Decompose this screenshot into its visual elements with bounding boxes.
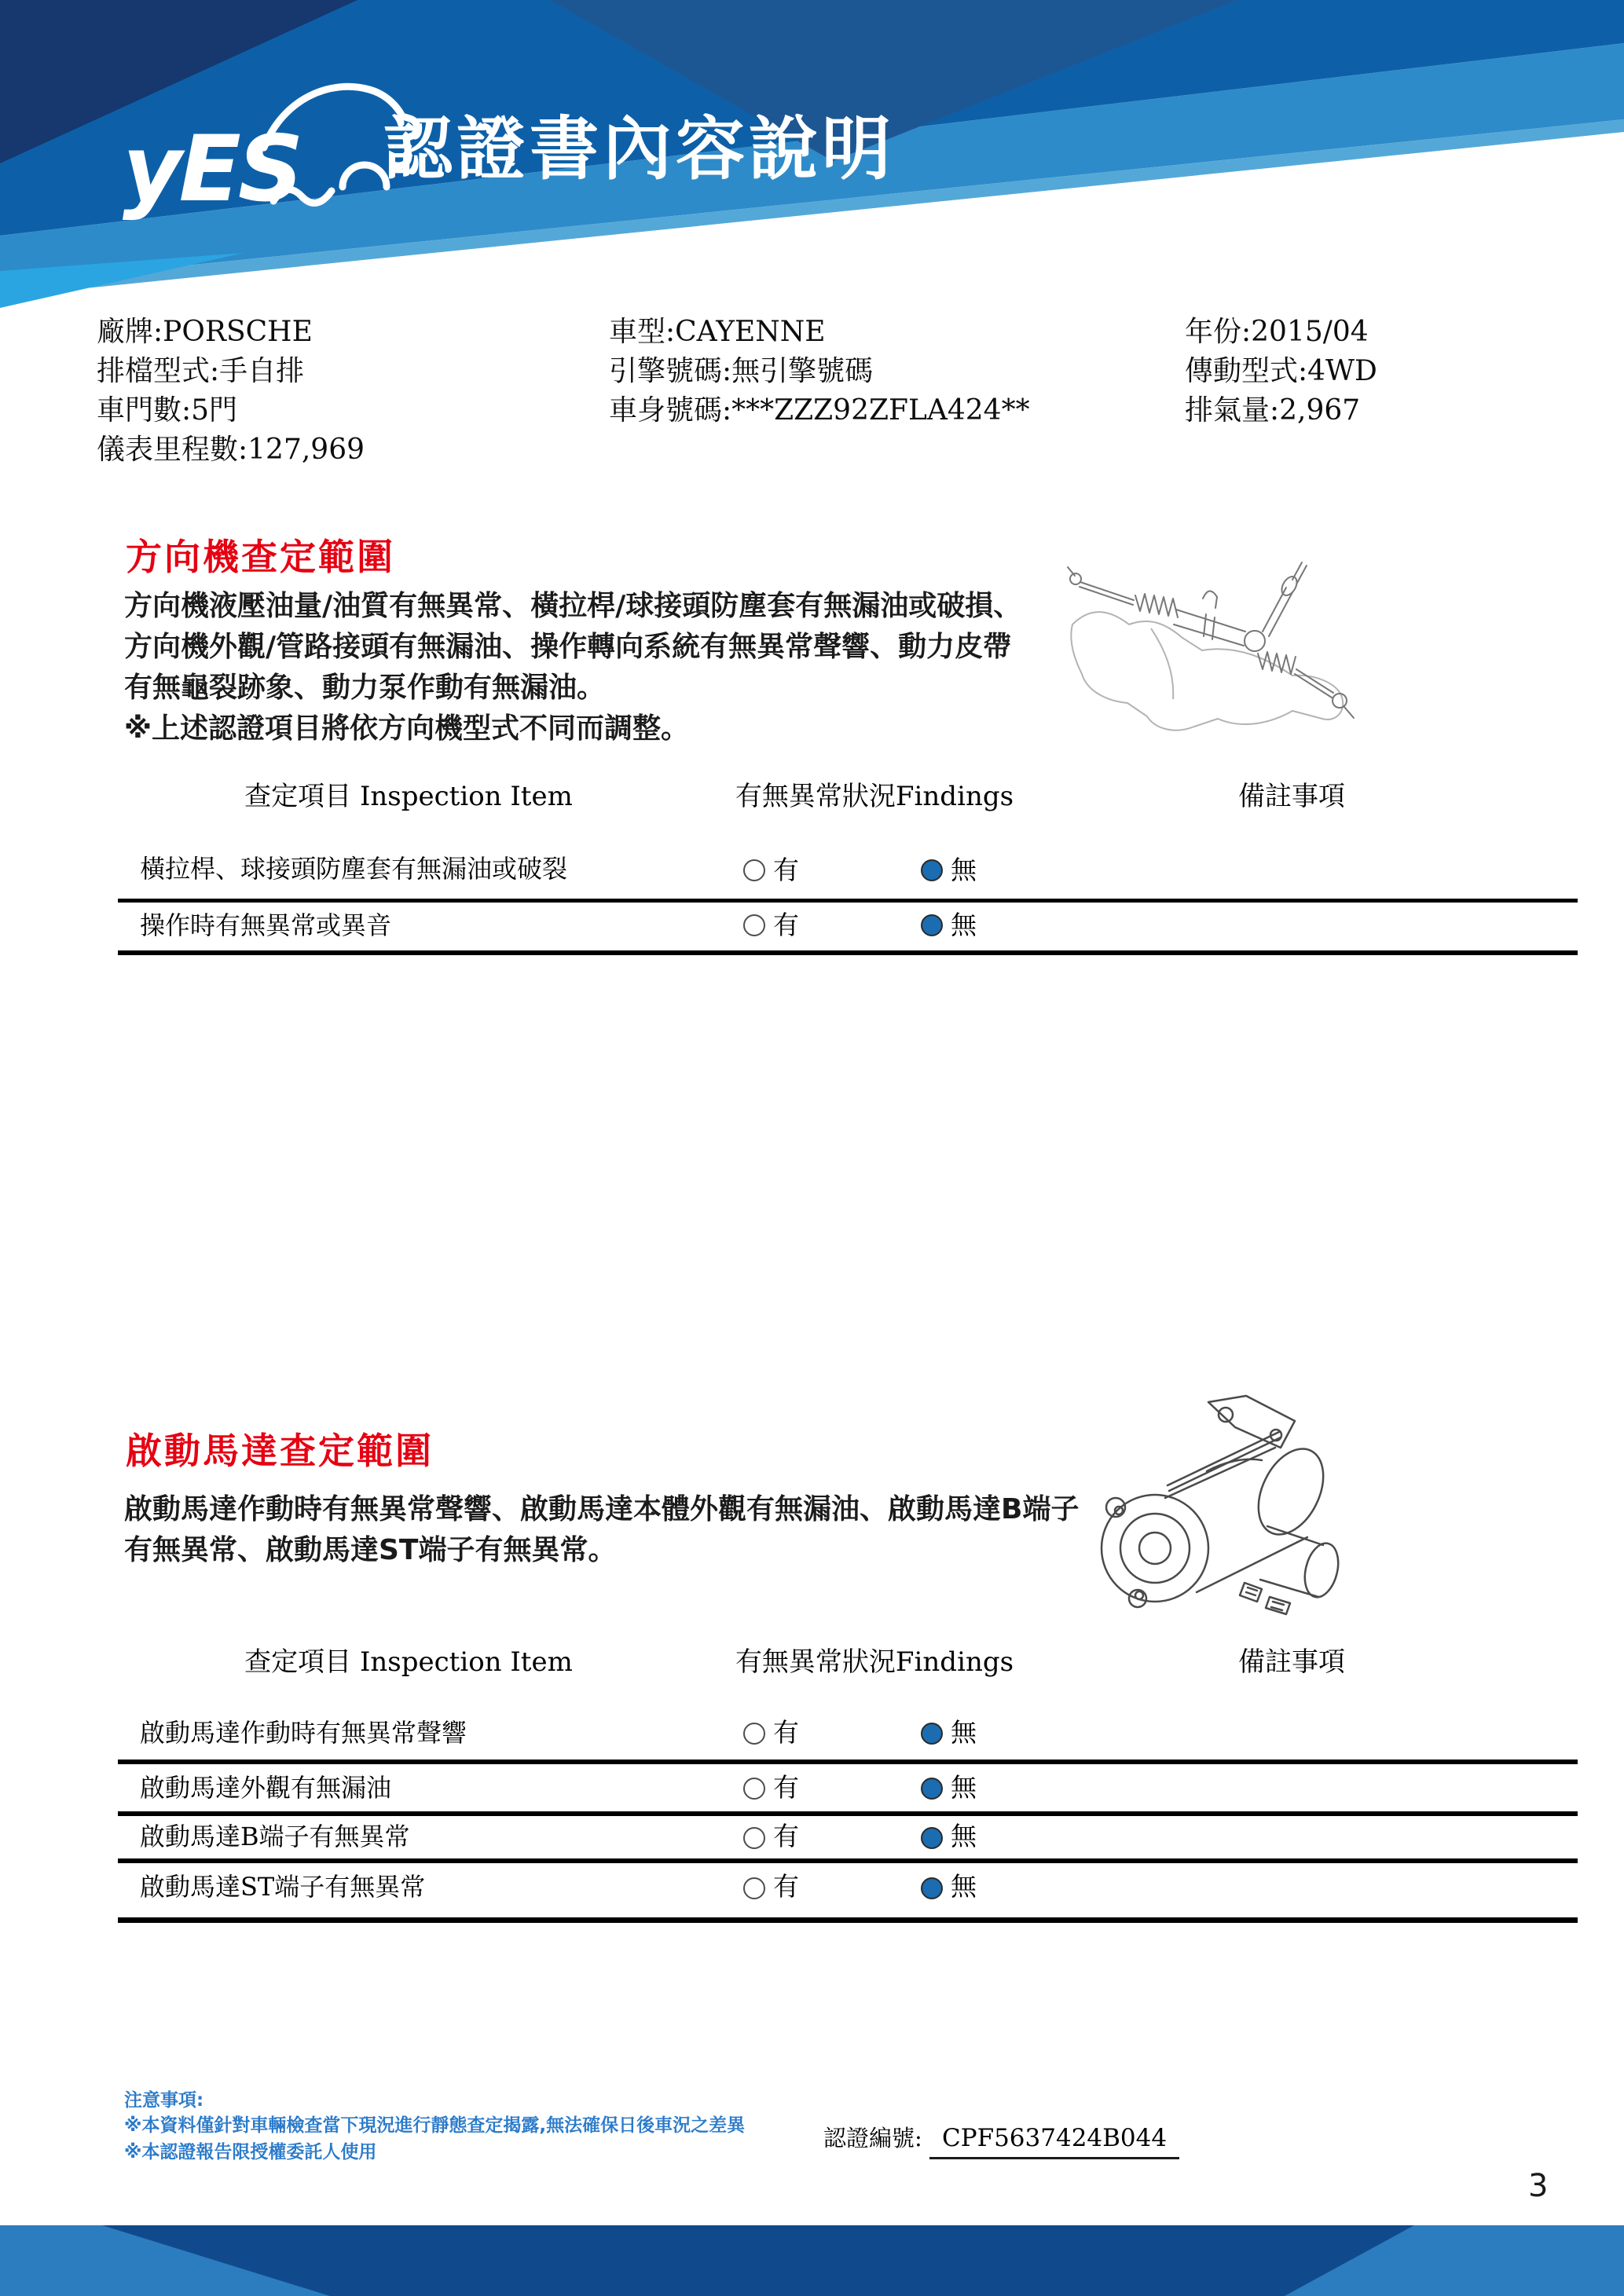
radio-no-issue (921, 914, 943, 936)
section-starter-description (124, 1489, 1079, 1571)
table2-header-remarks: 備註事項 (1238, 1646, 1345, 1678)
table-row-divider (118, 1858, 1578, 1863)
vehicle-info-engine-no: 引擎號碼:無引擎號碼 (609, 355, 874, 387)
vehicle-info-vin: 車身號碼:***ZZZ92ZFLA424** (609, 394, 1030, 427)
footnote-line: ※本資料僅針對車輛檢查當下現況進行靜態查定揭露,無法確保日後車況之差異 (124, 2115, 746, 2136)
radio-no-label: 無 (951, 910, 977, 940)
radio-has-label: 有 (773, 1772, 799, 1803)
vehicle-info-displacement: 排氣量:2,967 (1185, 394, 1361, 427)
radio-has-issue (743, 914, 765, 936)
section-steering-description (124, 586, 1021, 749)
desc-line: 方向機外觀/管路接頭有無漏油、操作轉向系統有無異常聲響、動力皮帶 (124, 631, 1012, 663)
footnotes-title: 注意事項: (124, 2090, 204, 2111)
radio-no-label: 無 (951, 1717, 977, 1748)
table1-header-findings: 有無異常狀況Findings (735, 781, 1014, 812)
radio-has-issue (743, 1827, 765, 1849)
vehicle-info-gearbox: 排檔型式:手自排 (97, 355, 305, 387)
vehicle-info-drivetrain: 傳動型式:4WD (1185, 355, 1377, 387)
certificate-number-label: 認證編號: (823, 2125, 922, 2151)
radio-has-issue (743, 1723, 765, 1745)
table-row-divider (118, 1760, 1578, 1764)
vehicle-info-brand: 廠牌:PORSCHE (97, 316, 313, 348)
footnote-line: ※本認證報告限授權委託人使用 (124, 2142, 377, 2162)
table2-header-item: 查定項目 Inspection Item (244, 1646, 573, 1678)
table-row-divider (118, 1811, 1578, 1816)
desc-line: 啟動馬達作動時有無異常聲響、啟動馬達本體外觀有無漏油、啟動馬達B端子 (124, 1493, 1080, 1525)
desc-line: ※上述認證項目將依方向機型式不同而調整。 (124, 712, 689, 745)
vehicle-info-model: 車型:CAYENNE (609, 316, 826, 348)
yes-logo: yES (123, 116, 301, 222)
radio-no-issue (921, 1723, 943, 1745)
vehicle-info-doors: 車門數:5門 (97, 394, 238, 427)
radio-no-issue (921, 1827, 943, 1849)
table-row-item: 啟動馬達外觀有無漏油 (140, 1773, 392, 1803)
page-title: 認證書內容說明 (383, 108, 896, 189)
table-row-item: 啟動馬達B端子有無異常 (140, 1822, 410, 1851)
radio-no-label: 無 (951, 855, 977, 885)
table-row-item: 操作時有無異常或異音 (140, 910, 392, 940)
section-steering-title: 方向機查定範圍 (126, 536, 395, 578)
steering-rack-illustration (1057, 550, 1371, 746)
radio-has-issue (743, 1778, 765, 1800)
table-row-item: 橫拉桿、球接頭防塵套有無漏油或破裂 (140, 854, 568, 884)
radio-no-issue (921, 859, 943, 881)
table-row-item: 啟動馬達作動時有無異常聲響 (140, 1718, 467, 1748)
radio-no-label: 無 (951, 1871, 977, 1902)
radio-has-label: 有 (773, 855, 799, 885)
table-row-divider (118, 950, 1578, 955)
radio-has-label: 有 (773, 1717, 799, 1748)
certificate-number-row (823, 2121, 1179, 2153)
radio-has-label: 有 (773, 1871, 799, 1902)
footer-banner (0, 2225, 1624, 2296)
table2-header-findings: 有無異常狀況Findings (735, 1646, 1014, 1678)
radio-no-label: 無 (951, 1821, 977, 1851)
desc-line: 有無異常、啟動馬達ST端子有無異常。 (124, 1534, 617, 1566)
table-row-divider (118, 899, 1578, 903)
desc-line: 方向機液壓油量/油質有無異常、橫拉桿/球接頭防塵套有無漏油或破損、 (124, 590, 1022, 622)
vehicle-info-year: 年份:2015/04 (1185, 316, 1369, 348)
starter-motor-illustration (1091, 1394, 1358, 1630)
table-row-item: 啟動馬達ST端子有無異常 (140, 1872, 426, 1902)
certificate-number-value: CPF5637424B044 (929, 2124, 1179, 2159)
radio-no-label: 無 (951, 1772, 977, 1803)
desc-line: 有無龜裂跡象、動力泵作動有無漏油。 (124, 672, 606, 704)
page-number: 3 (1528, 2168, 1549, 2204)
vehicle-info-col2 (609, 313, 1030, 430)
radio-no-issue (921, 1877, 943, 1899)
section-starter-title: 啟動馬達查定範圍 (126, 1430, 434, 1472)
radio-no-issue (921, 1778, 943, 1800)
radio-has-label: 有 (773, 910, 799, 940)
table1-header-remarks: 備註事項 (1238, 781, 1345, 812)
radio-has-label: 有 (773, 1821, 799, 1851)
radio-has-issue (743, 1877, 765, 1899)
vehicle-info-col3 (1185, 313, 1377, 430)
vehicle-info-mileage: 儀表里程數:127,969 (97, 434, 365, 466)
table1-header-item: 查定項目 Inspection Item (244, 781, 573, 812)
vehicle-info-col1 (97, 313, 365, 470)
table-row-divider (118, 1917, 1578, 1923)
radio-has-issue (743, 859, 765, 881)
